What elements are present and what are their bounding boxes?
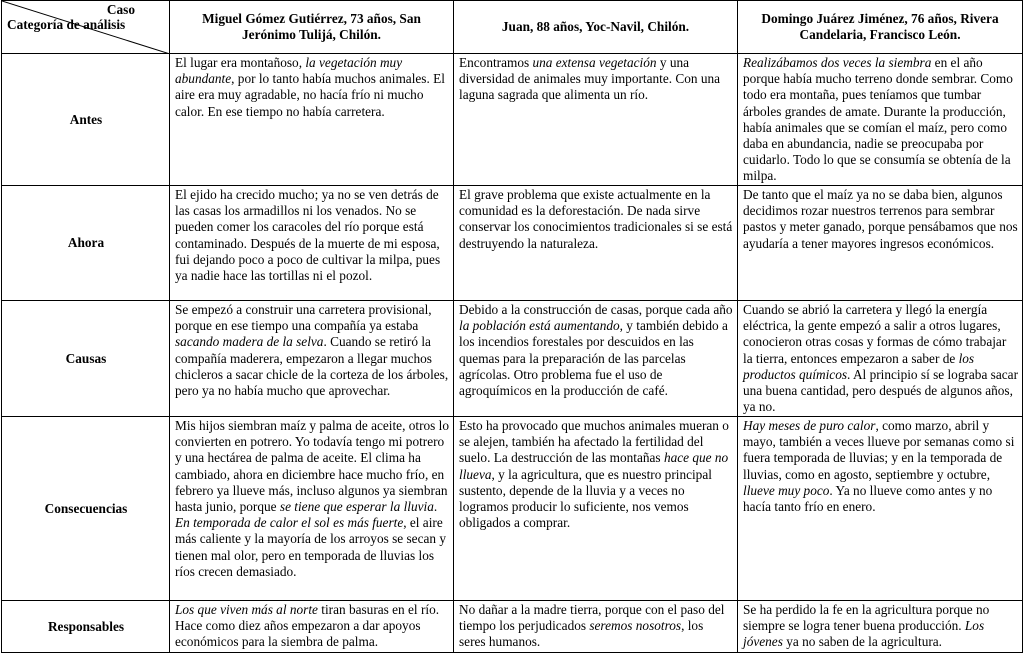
table-row [2,301,1023,417]
emphasis-text: los productos químicos [743,350,975,382]
cell-ahora-juan [454,186,738,301]
cell-text: y una diversidad de animales muy importante. Con una laguna sagrada que alimenta un río. [459,55,721,103]
cell-text: De tanto que el maíz ya no se daba bien, algunos decidimos rozar nuestros terrenos para sembrar pastos y meter ganado, porque pensábamos que nos ayudaría a tener mayores ingresos económicos. [743,187,1018,251]
category-label: Categoría de análisis [7,17,126,32]
cell-consecuencias-juan [454,417,738,601]
cell-text: , por lo tanto había muchos animales. El aire era muy agradable, no hacía frío ni mucho calor. En ese tiempo no había carretera. [175,71,445,119]
emphasis-text: se tiene que esperar la lluvia [279,499,434,515]
row-header-causas: Causas [2,301,170,417]
cell-text: Encontramos [459,55,533,70]
cell-responsables-juan [454,601,738,653]
emphasis-text: Los que viven más al norte [175,602,318,617]
cell-antes-domingo [738,54,1023,186]
cell-text: , los seres humanos. [459,618,704,650]
table-row [2,54,1023,186]
cell-text: Cuando se abrió la carretera y llegó la energía eléctrica, la gente empezó a salir a otros lugares, conocieron otras cosas y formas de cómo trabajar la tierra, entonces empezaron a saber de [743,302,1007,366]
row-header-antes: Antes [2,54,170,186]
cell-text: Esto ha provocado que muchos animales mueran o se alejen, también ha afectado la fertilidad del suelo. La destrucción de las montañas [459,418,729,466]
table-row [2,417,1023,601]
column-header-juan: Juan, 88 años, Yoc-Navil, Chilón. [454,1,738,54]
cell-text: en el año porque había mucho terreno donde sembrar. Como todo era montaña, pues teníamos que tumbar árboles grandes de amate. Durante la producción, había animales que se comían el maíz, pero como daba en abundancia, nadie se preocupaba por cuidarlo. Todo lo que se consumía se obtenía de la milpa. [743,55,1013,184]
cell-text: Se empezó a construir una carretera provisional, porque en ese tiempo una compañía ya estaba [175,302,432,334]
cell-antes-miguel [170,54,454,186]
cell-text: . [433,499,438,515]
cell-text: Mis hijos siembran maíz y palma de aceite, otros lo convierten en potrero. Yo todavía tengo mi potrero y una hectárea de palma de aceite. El clima ha cambiado, ahora en diciembre hace mucho frío, en febrero ya llueve más, incluso algunos ya siembran hasta junio, porque [175,418,449,515]
cell-text: . Al principio sí se lograba sacar una buena cantidad, pero después de algunos años, ya no. [743,366,1018,415]
row-header-responsables: Responsables [2,601,170,653]
case-label: Caso [106,2,135,17]
cell-causas-juan [454,301,738,417]
cell-text: , y también debido a los incendios forestales por descuidos en las quemas para la preparación de las parcelas agrícolas. Otro problema fue el uso de agroquímicos en la producción de café. [459,318,728,399]
emphasis-text: la población está aumentando [459,318,620,334]
emphasis-text: llueve muy poco [743,482,830,498]
cell-text: , el aire más caliente y la mayoría de los arroyos se secan y tienen mal olor, pero en temporada de lluvias los ríos crecen demasiado. [175,515,447,579]
header-row [2,1,1023,54]
emphasis-text: Los jóvenes [743,618,985,650]
emphasis-text: sacando madera de la selva [175,334,324,350]
emphasis-text: hace que no llueva [459,450,729,482]
cell-ahora-miguel [170,186,454,301]
table-row [2,601,1023,653]
table-row [2,186,1023,301]
analysis-table [1,0,1023,653]
cell-consecuencias-domingo [738,417,1023,601]
emphasis-text: la vegetación muy abundante [175,55,403,87]
cell-causas-domingo [738,301,1023,417]
cell-text: El lugar era montañoso, [175,55,306,70]
cell-text: . Ya no llueve como antes y no hacía tanto frío en enero. [743,482,993,515]
cell-responsables-miguel [170,601,454,653]
cell-text: Debido a la construcción de casas, porque cada año [459,302,733,317]
cell-text: Se ha perdido la fe en la agricultura porque no siempre se logra tener buena producción. [743,602,990,634]
row-header-ahora: Ahora [2,186,170,301]
cell-consecuencias-miguel [170,417,454,601]
cell-text: ya no saben de la agricultura. [782,634,943,650]
emphasis-text: Realizábamos dos veces la siembra [743,55,932,70]
cell-text: No dañar a la madre tierra, porque con el paso del tiempo los perjudicados [459,602,725,634]
cell-responsables-domingo [738,601,1023,653]
cell-text: , y la agricultura, que es nuestro principal sustento, depende de la lluvia y a veces no logramos producir lo suficiente, nos vemos obligados a comprar. [459,466,712,531]
emphasis-text: una extensa vegetación [532,55,657,70]
column-header-miguel: Miguel Gómez Gutiérrez, 73 años, San Jerónimo Tulijá, Chilón. [170,1,454,54]
corner-header-cell [2,1,170,54]
emphasis-text: En temporada de calor el sol es más fuerte [175,515,404,531]
cell-text: . Cuando se retiró la compañía maderera, empezaron a llegar muchos chicleros a sacar chicle de la corteza de los árboles, pero ya no había mucho que aprovechar. [175,334,449,399]
emphasis-text: Hay meses de puro calor [743,418,876,433]
cell-text: El ejido ha crecido mucho; ya no se ven detrás de las casas los armadillos ni los venados. No se pueden comer los caracoles del río porque está contaminado. Después de la muerte de mi esposa, fui dejando poco a poco de cultivar la milpa, pues ya nadie hace las tortillas ni el pozol. [175,187,441,284]
cell-causas-miguel [170,301,454,417]
cell-text: , como marzo, abril y mayo, también a veces llueve por semanas como si fuera temporada de lluvias; y en la temporada de lluvias, como en agosto, septiembre y octubre, [743,418,1015,482]
cell-text: tiran basuras en el río. Hace como diez años empezaron a dar apoyos económicos para la siembra de palma. [175,602,440,650]
emphasis-text: seremos nosotros [589,618,682,634]
cell-text: El grave problema que existe actualmente en la comunidad es la deforestación. De nada sirve conservar los conocimientos tradicionales si se está destruyendo la naturaleza. [459,187,733,251]
column-header-domingo: Domingo Juárez Jiménez, 76 años, Rivera Candelaria, Francisco León. [738,1,1023,54]
cell-ahora-domingo [738,186,1023,301]
cell-antes-juan [454,54,738,186]
row-header-consecuencias: Consecuencias [2,417,170,601]
